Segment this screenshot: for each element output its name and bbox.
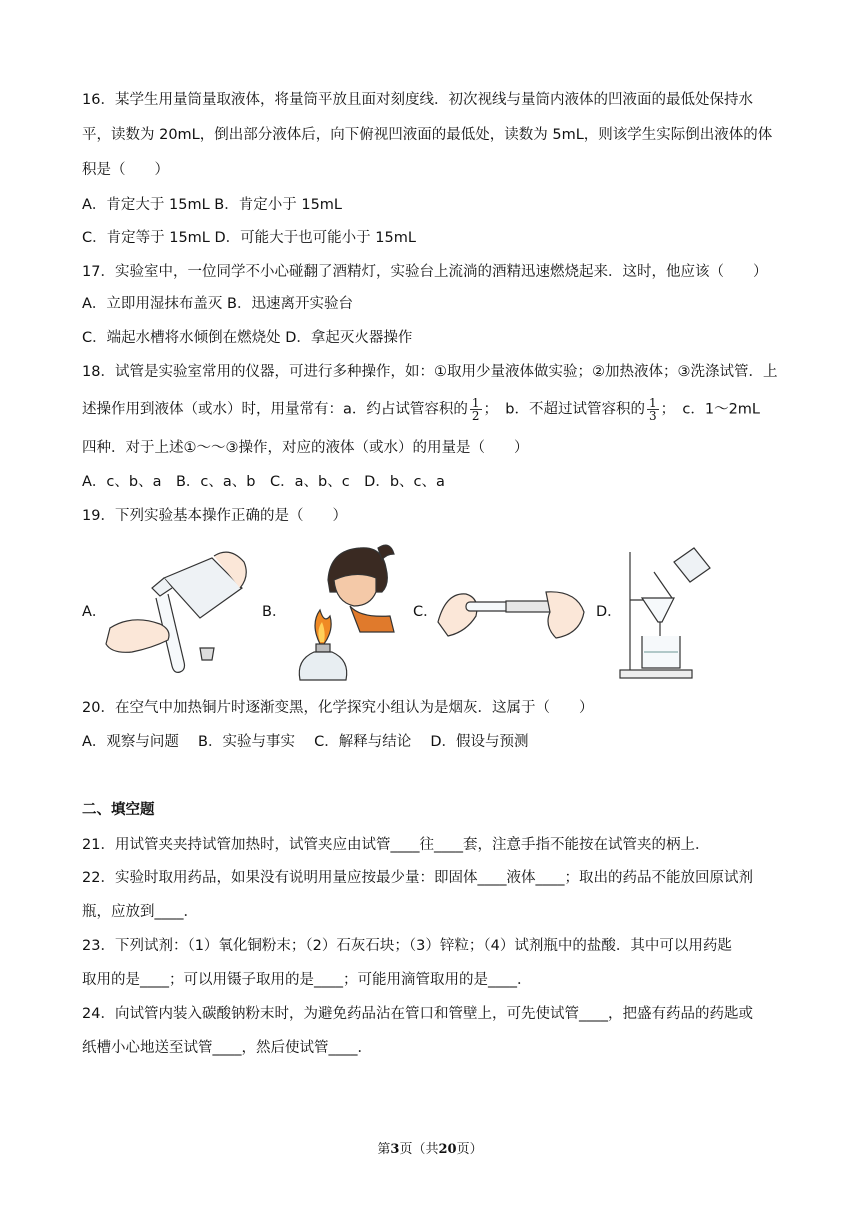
q22-line1: 22．实验时取用药品，如果没有说明用量应按最少量：即固体____液体____；取出的药品不能放回原试剂	[82, 870, 753, 886]
q17-options-ab: A．立即用湿抹布盖灭 B．迅速离开实验台	[82, 296, 353, 312]
q24-line1: 24．向试管内装入碳酸钠粉末时，为避免药品沾在管口和管壁上，可先使试管____，把盛有药品的药匙或	[82, 1006, 753, 1022]
q20-line1: 20．在空气中加热铜片时逐渐变黑，化学探究小组认为是烟灰．这属于（ ）	[82, 700, 594, 716]
q18-options: A．c、b、a B．c、a、b C．a、b、c D．b、c、a	[82, 474, 445, 490]
q16-line3: 积是（ ）	[82, 162, 169, 178]
q17-options-cd: C．端起水槽将水倾倒在燃烧处 D．拿起灭火器操作	[82, 330, 413, 346]
q18-line2-part3: ； c．1～2mL	[660, 401, 761, 418]
q17-line1: 17．实验室中，一位同学不小心碰翻了酒精灯，实验台上流淌的酒精迅速燃烧起来．这时，他应该（ ）	[82, 264, 768, 280]
q20-options: A．观察与问题 B．实验与事实 C．解释与结论 D．假设与预测	[82, 734, 529, 750]
page-footer: 第3页（共20页）	[377, 1142, 483, 1157]
section-heading: 二、填空题	[82, 802, 155, 818]
q18-line1: 18．试管是实验室常用的仪器，可进行多种操作，如：①取用少量液体做实验；②加热液体；③洗涤试管．上	[82, 364, 778, 380]
q22-line2: 瓶，应放到____．	[82, 904, 198, 920]
q19-label-c: C．	[413, 604, 438, 620]
q23-line2: 取用的是____；可以用镊子取用的是____；可能用滴管取用的是____．	[82, 972, 532, 988]
q19-label-d: D．	[596, 604, 622, 620]
q18-line2	[82, 397, 760, 422]
q18-line3: 四种．对于上述①～～③操作，对应的液体（或水）的用量是（ ）	[82, 440, 529, 456]
q23-line1: 23．下列试剂：（1）氧化铜粉末；（2）石灰石块；（3）锌粒；（4）试剂瓶中的盐酸．其中可以用药匙	[82, 938, 732, 954]
q24-line2: 纸槽小心地送至试管____，然后使试管____．	[82, 1040, 372, 1056]
filtration-illustration	[614, 542, 724, 682]
q18-line2-part1: 述操作用到液体（或水）时，用量常有：a．约占试管容积的	[82, 401, 468, 418]
fraction-one-third: $\frac{1}{3}$	[648, 396, 657, 423]
q21-line1: 21．用试管夹夹持试管加热时，试管夹应由试管____往____套，注意手指不能按在试管夹的柄上．	[82, 837, 710, 853]
heating-test-tube-illustration	[436, 572, 586, 652]
q18-line2-part2: ； b．不超过试管容积的	[483, 401, 645, 418]
q19-label-a: A．	[82, 604, 107, 620]
current-page-number: 3	[390, 1142, 400, 1157]
q19-label-b: B．	[262, 604, 287, 620]
total-page-number: 20	[438, 1142, 457, 1157]
q16-line2: 平，读数为 20mL，倒出部分液体后，向下俯视凹液面的最低处，读数为 5mL，则该学生实际倒出液体的体	[82, 127, 773, 143]
q16-options-ab: A．肯定大于 15mL B．肯定小于 15mL	[82, 197, 343, 213]
pouring-liquid-illustration	[102, 548, 252, 678]
q16-line1: 16．某学生用量筒量取液体，将量筒平放且面对刻度线．初次视线与量筒内液体的凹液面的最低处保持水	[82, 92, 753, 108]
q16-options-cd: C．肯定等于 15mL D．可能大于也可能小于 15mL	[82, 230, 416, 246]
fraction-one-half: $\frac{1}{2}$	[471, 396, 480, 423]
q19-line1: 19．下列实验基本操作正确的是（ ）	[82, 508, 347, 524]
blowing-out-alcohol-lamp-illustration	[290, 540, 400, 685]
